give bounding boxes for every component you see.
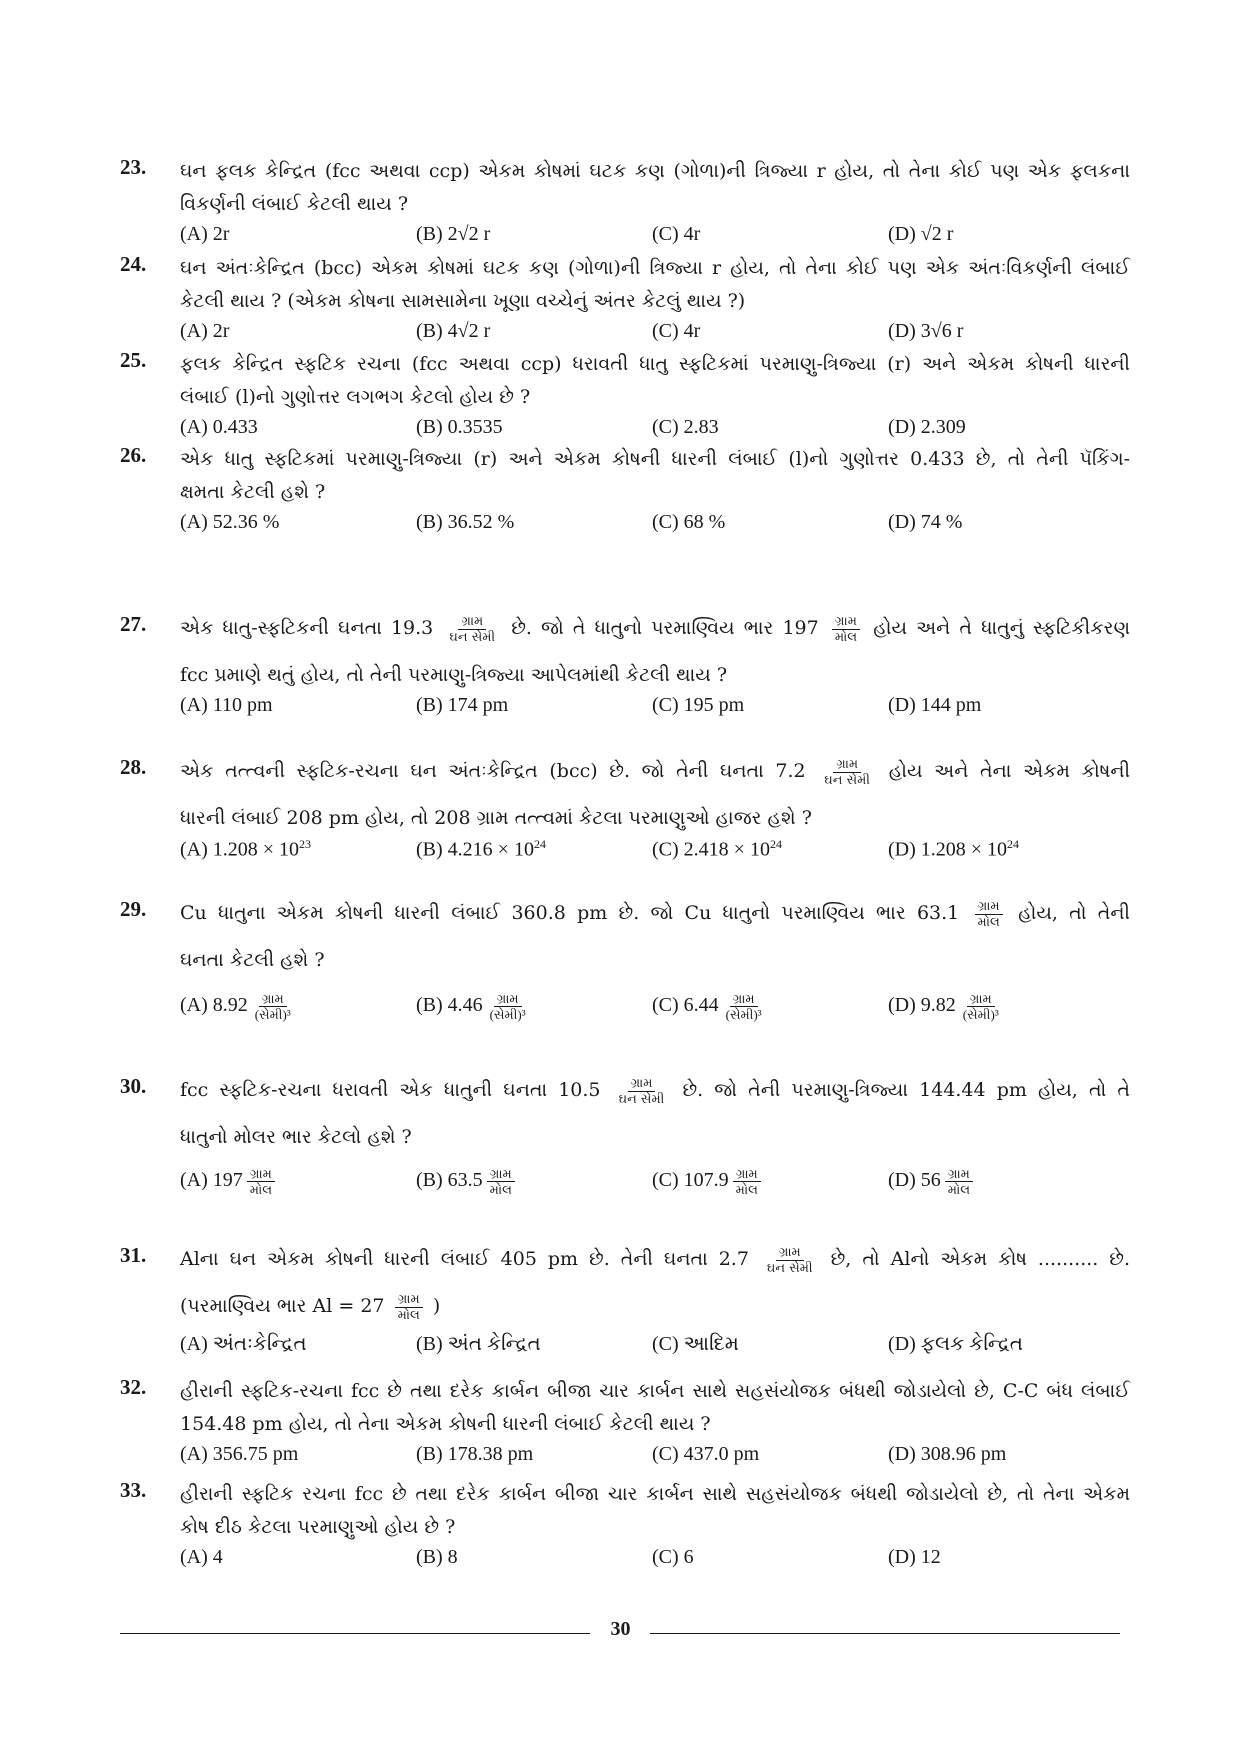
unit-fraction: $\frac{\text{ગ્રામ}}{\text{ઘન સેમી}}$: [766, 1244, 813, 1276]
question-number: 25.: [120, 348, 147, 372]
question-number: 33.: [120, 1478, 147, 1502]
question-line: હીરાની સ્ફટિક રચના fcc છે તથા દરેક કાર્બન બીજા ચાર કાર્બન સાથે સહસંયોજક બંધથી જોડાયેલો છે, તો તેના એકમ: [180, 1483, 1130, 1505]
question-line: હીરાની સ્ફટિક-રચના fcc છે તથા દરેક કાર્બન બીજા ચાર કાર્બન સાથે સહસંયોજક બંધથી જોડાયેલો છે, C-C બંધ લંબાઈ: [180, 1380, 1130, 1402]
option-c[interactable]: (C) 68 %: [652, 511, 726, 533]
option-b[interactable]: (B) 174 pm: [416, 694, 509, 716]
question-line: ધારની લંબાઈ 208 pm હોય, તો 208 ગ્રામ તત્ત્વમાં કેટલા પરમાણુઓ હાજર હશે ?: [180, 807, 812, 829]
question-line: ફલક કેન્દ્રિત સ્ફટિક રચના (fcc અથવા ccp) ધરાવતી ધાતુ સ્ફટિકમાં પરમાણુ-ત્રિજ્યા (r) અને એકમ કોષની ધારની: [180, 353, 1130, 375]
question-number: 28.: [120, 755, 147, 779]
option-d[interactable]: (D) 74 %: [888, 511, 963, 533]
option-c[interactable]: (C) 4r: [652, 320, 701, 342]
option-d[interactable]: (D) $1.208 \times 10^{24}$: [888, 837, 1020, 861]
question-25: [120, 348, 1130, 452]
question-23: [120, 155, 1130, 259]
option-b[interactable]: (B) $4.216 \times 10^{24}$: [416, 837, 546, 861]
option-b[interactable]: (B) 36.52 %: [416, 511, 515, 533]
question-number: 30.: [120, 1074, 147, 1098]
options-row: [180, 511, 1130, 547]
question-text: [180, 443, 1130, 509]
question-24: [120, 252, 1130, 356]
option-a[interactable]: (A) 197 $\frac{\text{ગ્રામ}}{\text{મોલ}}$: [180, 1166, 279, 1197]
option-a[interactable]: (A) $1.208 \times 10^{23}$: [180, 837, 312, 861]
question-26: [120, 443, 1130, 547]
question-line: Alના ઘન એકમ કોષની ધારની લંબાઈ 405 pm છે. તેની ઘનતા 2.7 $\frac{\text{ગ્રામ}}{\text{ઘન સેમી}}$ છે, તો Alનો એકમ કોષ .......... છે.: [180, 1244, 1131, 1276]
question-line: એક ધાતુ-સ્ફટિકની ઘનતા 19.3 $\frac{\text{ગ્રામ}}{\text{ઘન સેમી}}$ છે. જો તે ધાતુનો પરમાણ્વિય ભાર 197 $\frac{\text{ગ્રામ}}{\text{મોલ}}$ હોય અને તે ધાતુનું સ્ફટિકીકરણ: [180, 613, 1131, 645]
option-c[interactable]: (C) 437.0 pm: [652, 1443, 760, 1465]
question-30: [120, 1074, 1130, 1210]
question-text: [180, 1478, 1130, 1544]
option-c[interactable]: (C) 195 pm: [652, 694, 745, 716]
question-29: [120, 897, 1130, 1035]
option-a[interactable]: (A) 2r: [180, 223, 230, 245]
question-line: લંબાઈ (l)નો ગુણોત્તર લગભગ કેટલો હોય છે ?: [180, 386, 531, 408]
question-number: 32.: [120, 1375, 147, 1399]
option-c[interactable]: (C) 6: [652, 1546, 694, 1568]
option-b[interactable]: (B) 2√2 r: [416, 223, 491, 245]
option-b[interactable]: (B) અંત કેન્દ્રિત: [416, 1333, 541, 1355]
option-a[interactable]: (A) 0.433: [180, 416, 258, 438]
question-line: (પરમાણ્વિય ભાર Al = 27 $\frac{\text{ગ્રામ}}{\text{મોલ}}$ ): [180, 1291, 441, 1323]
option-d[interactable]: (D) 3√6 r: [888, 320, 964, 342]
unit-fraction: $\frac{\text{ગ્રામ}}{\text{ઘન સેમી}}$: [449, 613, 496, 645]
question-number: 31.: [120, 1243, 147, 1267]
question-line: એક તત્ત્વની સ્ફટિક-રચના ઘન અંતઃકેન્દ્રિત (bcc) છે. જો તેની ઘનતા 7.2 $\frac{\text{ગ્રામ}}{\text{ઘન સેમી}}$ હોય અને તેના એકમ કોષની: [180, 756, 1131, 788]
unit-fraction: $\frac{\text{ગ્રામ}}{\text{મોલ}}$: [395, 1292, 423, 1323]
question-text: [180, 897, 1130, 977]
question-text: [180, 348, 1130, 414]
question-line: ક્ષમતા કેટલી હશે ?: [180, 481, 326, 503]
question-number: 23.: [120, 155, 147, 179]
option-a[interactable]: (A) 110 pm: [180, 694, 273, 716]
question-32: [120, 1375, 1130, 1479]
question-line: fcc સ્ફટિક-રચના ધરાવતી એક ધાતુની ઘનતા 10.5 $\frac{\text{ગ્રામ}}{\text{ઘન સેમી}}$ છે. જો તેની પરમાણુ-ત્રિજ્યા 144.44 pm હોય, તો તે: [180, 1075, 1130, 1107]
question-text: [180, 1074, 1130, 1154]
question-31: [120, 1243, 1130, 1369]
question-text: [180, 612, 1130, 692]
unit-fraction: $\frac{\text{ગ્રામ}}{\text{મોલ}}$: [975, 899, 1003, 930]
question-number: 24.: [120, 252, 147, 276]
question-text: [180, 252, 1130, 318]
question-line: એક ધાતુ સ્ફટિકમાં પરમાણુ-ત્રિજ્યા (r) અને એકમ કોષની ધારની લંબાઈ (l)નો ગુણોત્તર 0.433 છે, તો તેની પૅકિંગ-: [180, 448, 1130, 470]
question-line: Cu ધાતુના એકમ કોષની ધારની લંબાઈ 360.8 pm છે. જો Cu ધાતુનો પરમાણ્વિય ભાર 63.1 $\frac{\text{ગ્રામ}}{\text{મોલ}}$ હોય, તો તેની: [180, 898, 1130, 930]
option-d[interactable]: (D) 56 $\frac{\text{ગ્રામ}}{\text{મોલ}}$: [888, 1166, 977, 1197]
option-d[interactable]: (D) 2.309: [888, 416, 966, 438]
options-row: [180, 837, 1130, 873]
options-row: [180, 1333, 1130, 1369]
option-d[interactable]: (D) 308.96 pm: [888, 1443, 1007, 1465]
question-number: 26.: [120, 443, 147, 467]
unit-fraction: $\frac{\text{ગ્રામ}}{\text{મોલ}}$: [832, 614, 860, 645]
option-b[interactable]: (B) 178.38 pm: [416, 1443, 534, 1465]
question-line: વિકર્ણની લંબાઈ કેટલી થાય ?: [180, 193, 409, 215]
question-line: ઘન અંતઃકેન્દ્રિત (bcc) એકમ કોષમાં ઘટક કણ (ગોળા)ની ત્રિજ્યા r હોય, તો તેના કોઈ પણ એક અંતઃવિકર્ણની લંબાઈ: [180, 257, 1130, 279]
question-line: કેટલી થાય ? (એકમ કોષના સામસામેના ખૂણા વચ્ચેનું અંતર કેટલું થાય ?): [180, 290, 746, 312]
question-number: 27.: [120, 612, 147, 636]
options-row: [180, 694, 1130, 730]
option-a[interactable]: (A) 356.75 pm: [180, 1443, 299, 1465]
options-row: [180, 1546, 1130, 1582]
options-row: [180, 991, 1130, 1035]
option-a[interactable]: (A) 2r: [180, 320, 230, 342]
question-number: 29.: [120, 897, 147, 921]
option-c[interactable]: (C) 4r: [652, 223, 701, 245]
option-c[interactable]: (C) 107.9 $\frac{\text{ગ્રામ}}{\text{મોલ}}$: [652, 1166, 765, 1197]
option-c[interactable]: (C) 2.83: [652, 416, 719, 438]
option-b[interactable]: (B) 63.5 $\frac{\text{ગ્રામ}}{\text{મોલ}}$: [416, 1166, 519, 1197]
question-line: ધાતુનો મોલર ભાર કેટલો હશે ?: [180, 1126, 412, 1148]
page-number: 30: [610, 1618, 631, 1640]
option-c[interactable]: (C) આદિમ: [652, 1333, 739, 1355]
option-b[interactable]: (B) 4√2 r: [416, 320, 491, 342]
option-b[interactable]: (B) 0.3535: [416, 416, 503, 438]
option-d[interactable]: (D) √2 r: [888, 223, 954, 245]
unit-fraction: $\frac{\text{ગ્રામ}}{\text{ઘન સેમી}}$: [618, 1075, 665, 1107]
option-a[interactable]: (A) અંતઃકેન્દ્રિત: [180, 1333, 307, 1355]
option-a[interactable]: (A) 4: [180, 1546, 223, 1568]
question-line: ઘનતા કેટલી હશે ?: [180, 949, 325, 971]
question-line: 154.48 pm હોય, તો તેના એકમ કોષની ધારની લંબાઈ કેટલી થાય ?: [180, 1413, 711, 1435]
option-d[interactable]: (D) 12: [888, 1546, 941, 1568]
unit-fraction: $\frac{\text{ગ્રામ}}{\text{ઘન સેમી}}$: [824, 756, 871, 788]
question-33: [120, 1478, 1130, 1582]
question-text: [180, 1375, 1130, 1441]
option-d[interactable]: (D) ફલક કેન્દ્રિત: [888, 1333, 1024, 1355]
question-line: ઘન ફલક કેન્દ્રિત (fcc અથવા ccp) એકમ કોષમાં ઘટક કણ (ગોળા)ની ત્રિજ્યા r હોય, તો તેના કોઈ પણ એક ફલકના: [180, 160, 1130, 182]
question-line: fcc પ્રમાણે થતું હોય, તો તેની પરમાણુ-ત્રિજ્યા આપેલમાંથી કેટલી થાય ?: [180, 664, 728, 686]
options-row: [180, 1166, 1130, 1210]
option-d[interactable]: (D) 9.82 $\frac{\text{ગ્રામ}}{\text{(સેમી)³}}$: [888, 991, 999, 1022]
question-text: [180, 155, 1130, 221]
question-28: [120, 755, 1130, 873]
option-c[interactable]: (C) $2.418 \times 10^{24}$: [652, 837, 782, 861]
options-row: [180, 1443, 1130, 1479]
question-text: [180, 755, 1130, 835]
option-b[interactable]: (B) 4.46 $\frac{\text{ગ્રામ}}{\text{(સેમી)³}}$: [416, 991, 526, 1022]
question-27: [120, 612, 1130, 730]
option-d[interactable]: (D) 144 pm: [888, 694, 982, 716]
option-b[interactable]: (B) 8: [416, 1546, 458, 1568]
option-a[interactable]: (A) 8.92 $\frac{\text{ગ્રામ}}{\text{(સેમી)³}}$: [180, 991, 291, 1022]
question-line: કોષ દીઠ કેટલા પરમાણુઓ હોય છે ?: [180, 1516, 456, 1538]
question-text: [180, 1243, 1130, 1323]
option-c[interactable]: (C) 6.44 $\frac{\text{ગ્રામ}}{\text{(સેમી)³}}$: [652, 991, 762, 1022]
option-a[interactable]: (A) 52.36 %: [180, 511, 280, 533]
